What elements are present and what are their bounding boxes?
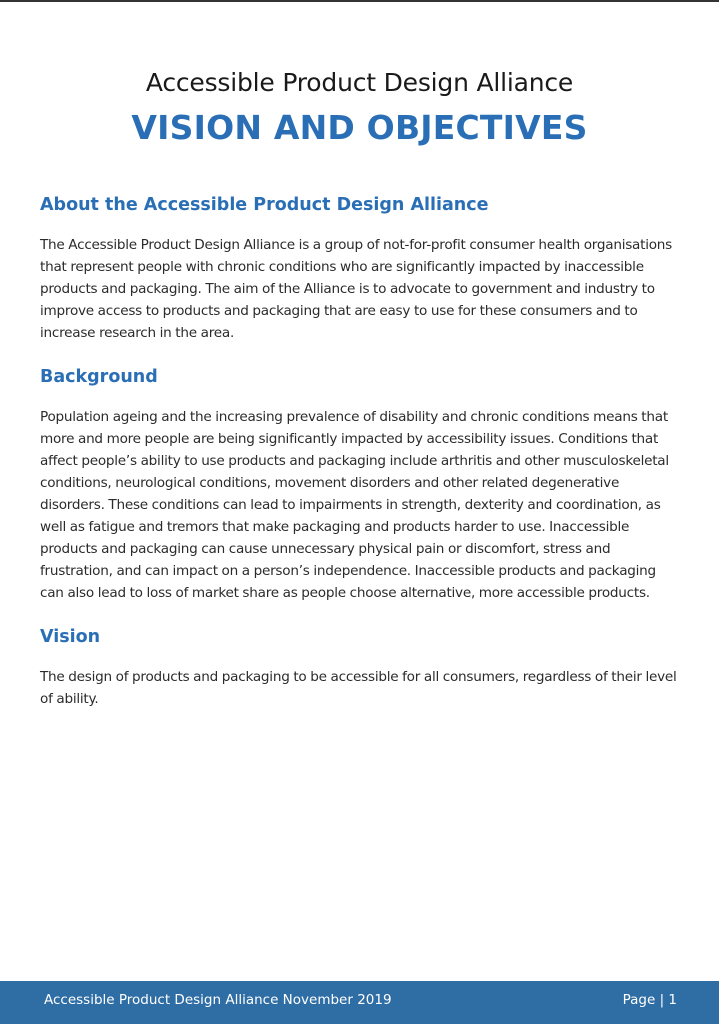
section-heading-background: Background [40, 367, 158, 387]
page-footer [0, 981, 719, 1024]
section-body-vision: The design of products and packaging to be accessible for all consumers, regardless of their level of ability. [40, 669, 677, 707]
footer-page-number: Page | 1 [622, 992, 677, 1008]
document-header [0, 66, 719, 150]
section-about [40, 192, 680, 344]
section-body-about: The Accessible Product Design Alliance is a group of not-for-profit consumer health organisations that represent people with chronic conditions who are significantly impacted by inaccessible products and packaging. The aim of the Alliance is to advocate to government and industry to improve access to products and packaging that are easy to use for these consumers and to increase research in the area. [40, 237, 673, 341]
section-body-background: Population ageing and the increasing prevalence of disability and chronic conditions means that more and more people are being significantly impacted by accessibility issues. Conditions that affect people’s ability to use products and packaging include arthritis and other musculoskeletal conditions, neurological conditions, movement disorders and other related degenerative disorders. These conditions can lead to impairments in strength, dexterity and coordination, as well as fatigue and tremors that make packaging and products harder to use. Inaccessible products and packaging can cause unnecessary physical pain or discomfort, stress and frustration, and can impact on a person’s independence. Inaccessible products and packaging can also lead to loss of market share as people choose alternative, more accessible products. [40, 409, 669, 601]
section-background [40, 364, 680, 604]
top-border [0, 0, 719, 2]
organization-title: Accessible Product Design Alliance [145, 68, 574, 97]
document-title: VISION AND OBJECTIVES [131, 108, 588, 147]
footer-document-info: Accessible Product Design Alliance November 2019 [44, 992, 392, 1008]
document-content [40, 192, 680, 730]
section-vision [40, 624, 680, 710]
section-heading-about: About the Accessible Product Design Alliance [40, 195, 489, 215]
section-heading-vision: Vision [40, 627, 101, 647]
